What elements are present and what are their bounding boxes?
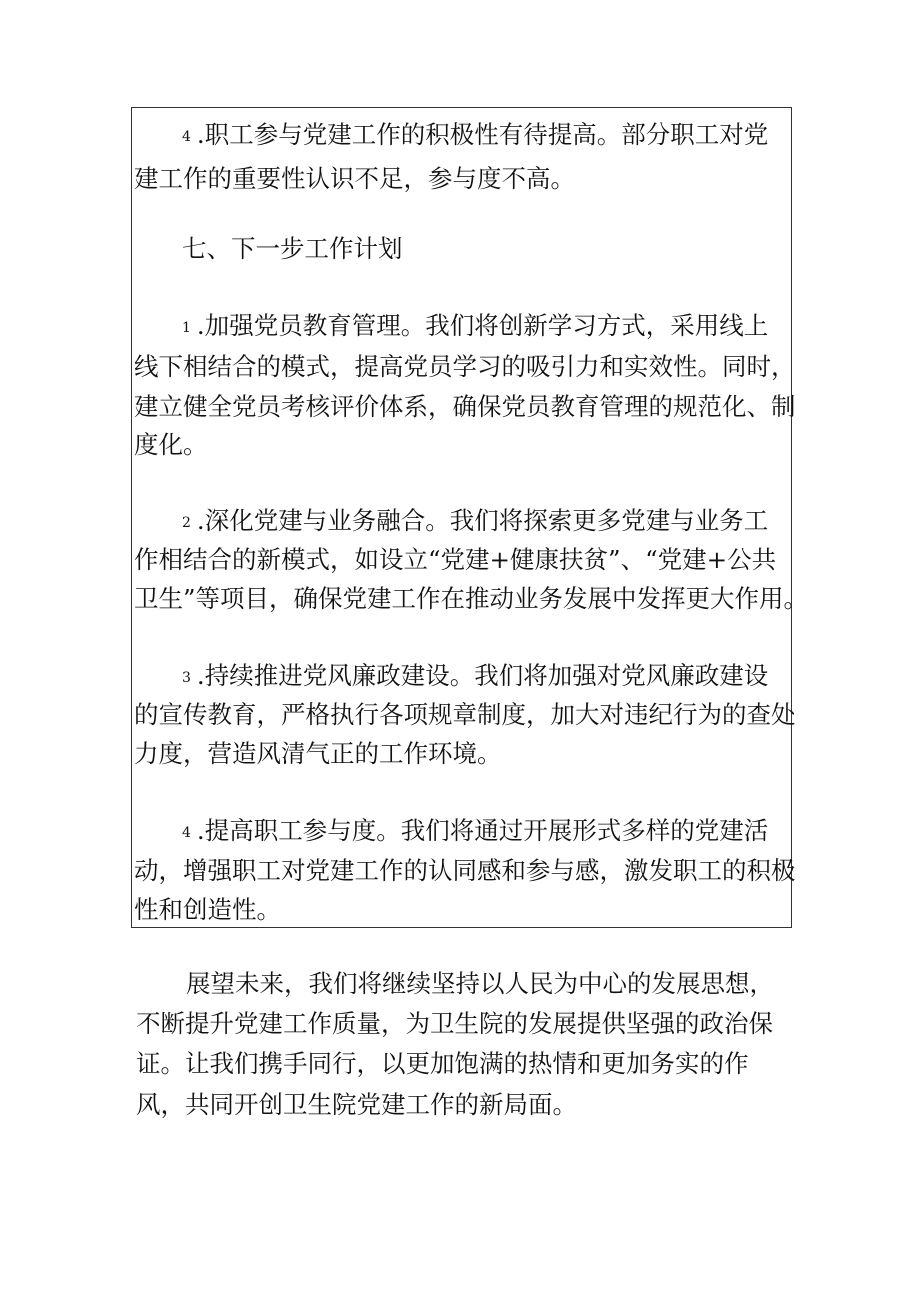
closing-line4: 风，共同开创卫生院党建工作的新局面。 [136,1090,577,1119]
closing-line3: 证。让我们携手同行，以更加饱满的热情和更加务实的作 [136,1049,749,1078]
section-heading: 七、下一步工作计划 [182,234,403,263]
plan1-line2: 线下相结合的模式，提高党员学习的吸引力和实效性。同时， [134,352,796,381]
item-number: 4 [182,825,191,841]
item-number: 2 [182,515,191,531]
plan4-line3: 性和创造性。 [134,895,281,924]
item-number: 3 [182,670,191,686]
plan1-line4: 度化。 [134,430,208,459]
item-number: 4 [182,129,191,145]
item4-problem-line1: 4 .职工参与党建工作的积极性有待提高。部分职工对党 [182,120,769,149]
plan2-line3: 卫生”等项目，确保党建工作在推动业务发展中发挥更大作用。 [134,584,809,613]
plan3-line2: 的宣传教育，严格执行各项规章制度，加大对违纪行为的查处 [134,700,796,729]
item-number: 1 [182,320,191,336]
plan2-line1: 2 .深化党建与业务融合。我们将探索更多党建与业务工 [182,506,769,535]
closing-line2: 不断提升党建工作质量，为卫生院的发展提供坚强的政治保 [136,1009,773,1038]
plan4-line1: 4 .提高职工参与度。我们将通过开展形式多样的党建活 [182,816,769,845]
plan3-line3: 力度，营造风清气正的工作环境。 [134,739,502,768]
plan4-line2: 动，增强职工对党建工作的认同感和参与感，激发职工的积极 [134,856,796,885]
plan2-line2: 作相结合的新模式，如设立“党建+健康扶贫”、“党建+公共 [134,545,777,574]
plan1-line3: 建立健全党员考核评价体系，确保党员教育管理的规范化、制 [134,392,796,421]
plan3-line1: 3 .持续推进党风廉政建设。我们将加强对党风廉政建设 [182,661,769,690]
item4-problem-line2: 建工作的重要性认识不足，参与度不高。 [134,164,575,193]
closing-line1: 展望未来，我们将继续坚持以人民为中心的发展思想， [186,969,774,998]
plan1-line1: 1 .加强党员教育管理。我们将创新学习方式，采用线上 [182,311,769,340]
